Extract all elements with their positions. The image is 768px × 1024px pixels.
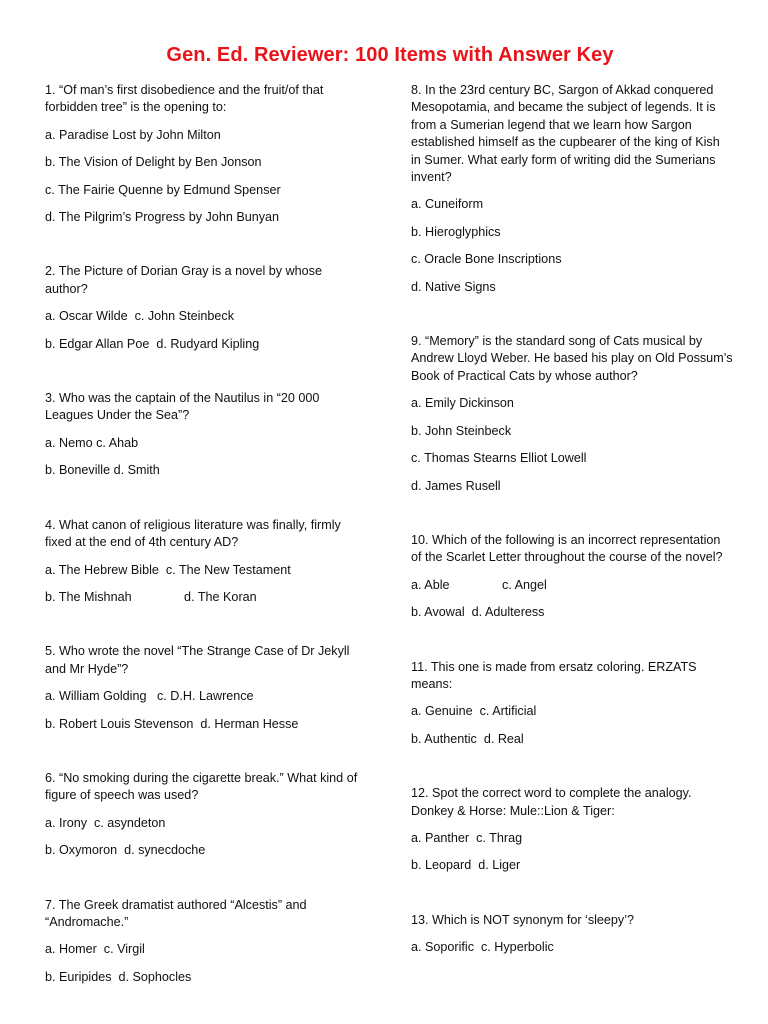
question-item <box>45 82 365 226</box>
answer-option: b. Euripides d. Sophocles <box>45 969 192 984</box>
answer-option: a. Paradise Lost by John Milton <box>45 127 221 142</box>
answer-option: b. Oxymoron d. synecdoche <box>45 843 206 858</box>
answer-option: a. Cuneiform <box>411 197 484 212</box>
answer-option: a. Irony c. asyndeton <box>45 815 166 830</box>
question-text: 9. “Memory” is the standard song of Cats musical by Andrew Lloyd Weber. He based his play on Old Possum’s Book of Practical Cats by whose author? <box>411 334 733 383</box>
question-item <box>45 770 365 860</box>
answer-option: a. Soporific c. Hyperbolic <box>411 940 554 955</box>
answer-option: d. James Rusell <box>411 478 501 493</box>
answer-option: a. Emily Dickinson <box>411 396 514 411</box>
answer-option: a. Panther c. Thrag <box>411 830 523 845</box>
answer-option: b. Edgar Allan Poe d. Rudyard Kipling <box>45 336 260 351</box>
page-title: Gen. Ed. Reviewer: 100 Items with Answer Key <box>166 44 614 66</box>
question-text: 6. “No smoking during the cigarette break.” What kind of figure of speech was used? <box>45 770 358 803</box>
answer-option: b. The Vision of Delight by Ben Jonson <box>45 155 262 170</box>
left-column <box>45 82 365 986</box>
answer-option: d. The Pilgrim’s Progress by John Bunyan <box>45 210 280 225</box>
question-text: 10. Which of the following is an incorrect representation of the Scarlet Letter throughout the course of the novel? <box>411 532 723 565</box>
question-text: 2. The Picture of Dorian Gray is a novel by whose author? <box>45 264 322 296</box>
question-item <box>411 785 733 875</box>
answer-option: a. The Hebrew Bible c. The New Testament <box>45 562 291 577</box>
right-column <box>411 82 733 957</box>
answer-option: b. Avowal d. Adulteress <box>411 605 545 620</box>
answer-option: b. Hieroglyphics <box>411 224 501 239</box>
question-item <box>411 912 733 957</box>
question-item <box>45 263 365 353</box>
question-text: 12. Spot the correct word to complete the analogy. Donkey & Horse: Mule::Lion & Tiger: <box>411 786 692 818</box>
answer-option: a. Able c. Angel <box>411 577 547 592</box>
question-item <box>411 82 733 296</box>
answer-option: b. Authentic d. Real <box>411 731 524 746</box>
answer-option: a. Genuine c. Artificial <box>411 704 537 719</box>
answer-option: a. Nemo c. Ahab <box>45 435 139 450</box>
question-item <box>45 897 365 987</box>
answer-option: a. William Golding c. D.H. Lawrence <box>45 689 254 704</box>
question-text: 3. Who was the captain of the Nautilus in “20 000 Leagues Under the Sea”? <box>45 391 320 423</box>
answer-option: b. Leopard d. Liger <box>411 858 521 873</box>
question-item <box>45 643 365 733</box>
answer-option: a. Oscar Wilde c. John Steinbeck <box>45 309 234 324</box>
answer-option: b. Boneville d. Smith <box>45 463 160 478</box>
answer-option: c. Thomas Stearns Elliot Lowell <box>411 451 587 466</box>
question-text: 1. “Of man’s first disobedience and the fruit/of that forbidden tree” is the opening to: <box>45 83 324 115</box>
answer-option: b. The Mishnah d. The Koran <box>45 589 257 604</box>
question-text: 8. In the 23rd century BC, Sargon of Akkad conquered Mesopotamia, and became the subject of legends. It is from a Sumerian legend that we learn how Sargon established himself as the cupbearer of the king of Kish in Sumer. What early form of writing did the Sumerians invent? <box>411 83 720 185</box>
question-item <box>411 532 733 622</box>
answer-option: c. Oracle Bone Inscriptions <box>411 252 562 267</box>
question-text: 11. This one is made from ersatz coloring. ERZATS means: <box>411 659 697 691</box>
answer-option: d. Native Signs <box>411 279 496 294</box>
answer-option: b. Robert Louis Stevenson d. Herman Hesse <box>45 716 299 731</box>
question-item <box>411 659 733 749</box>
question-item <box>45 517 365 607</box>
answer-option: b. John Steinbeck <box>411 423 512 438</box>
question-text: 13. Which is NOT synonym for ‘sleepy’? <box>411 912 635 927</box>
question-text: 7. The Greek dramatist authored “Alcestis” and “Andromache.” <box>45 897 307 929</box>
answer-option: a. Homer c. Virgil <box>45 942 145 957</box>
question-text: 4. What canon of religious literature was finally, firmly fixed at the end of 4th century AD? <box>45 517 341 550</box>
question-text: 5. Who wrote the novel “The Strange Case of Dr Jekyll and Mr Hyde”? <box>45 644 350 676</box>
answer-option: c. The Fairie Quenne by Edmund Spenser <box>45 182 281 197</box>
question-item <box>411 333 733 495</box>
question-item <box>45 390 365 480</box>
